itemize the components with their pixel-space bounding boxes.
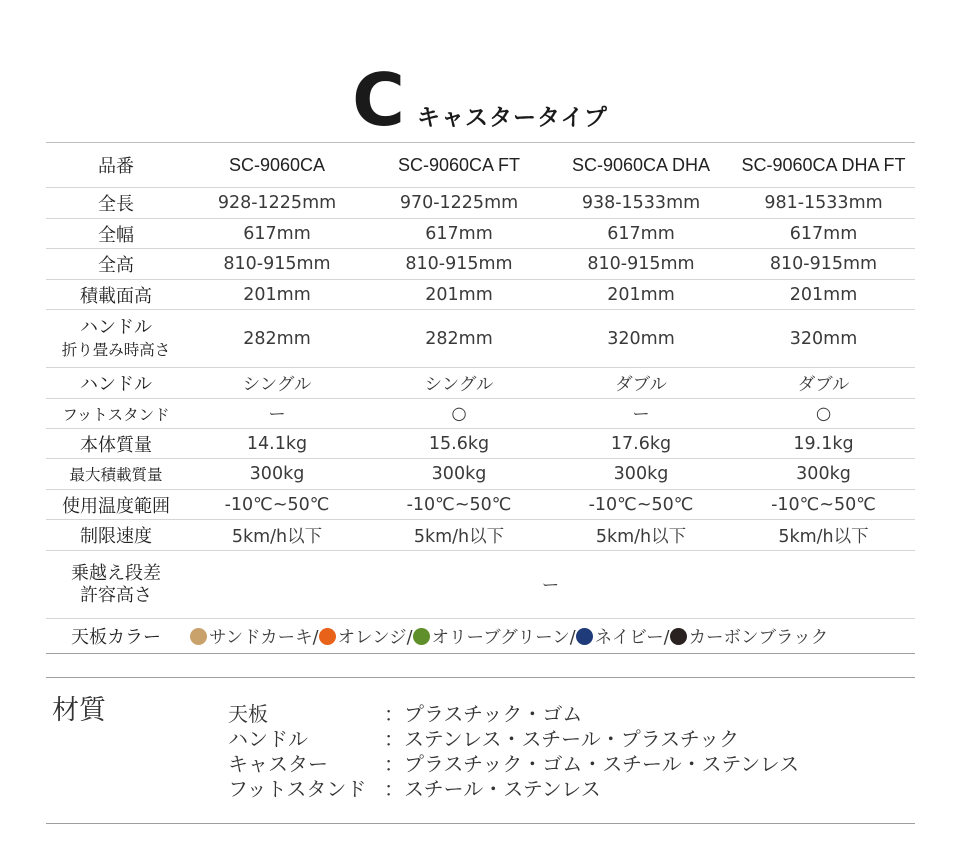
material-value: ：ステンレス・スチール・プラスチック [384, 727, 740, 751]
material-part: キャスター [228, 752, 328, 776]
material-item [228, 723, 799, 751]
spec-label: 全長 [46, 188, 186, 219]
model-code: SC-9060CA DHA [550, 143, 732, 188]
spec-row-max-load [46, 459, 915, 490]
spec-value: -10℃~50℃ [550, 490, 732, 520]
spec-label [46, 551, 186, 619]
spec-value: ダブル [732, 368, 915, 399]
spec-value: 320mm [550, 310, 732, 368]
model-code: SC-9060CA DHA FT [732, 143, 915, 188]
spec-value: 300kg [732, 459, 915, 490]
color-item [576, 628, 664, 648]
spec-value: -10℃~50℃ [732, 490, 915, 520]
color-name: カーボンブラック [688, 627, 829, 648]
spec-value: 617mm [368, 219, 550, 249]
spec-label: 天板カラー [46, 619, 186, 654]
spec-label: 全幅 [46, 219, 186, 249]
spec-row-step-climb [46, 551, 915, 619]
spec-row-handle [46, 368, 915, 399]
spec-label-main: 乗越え段差 [71, 562, 161, 584]
spec-value: 938-1533mm [550, 188, 732, 219]
spec-value: 810-915mm [550, 249, 732, 280]
color-name: サンドカーキ [209, 627, 313, 648]
spec-value: 617mm [550, 219, 732, 249]
material-value: ：スチール・ステンレス [384, 777, 601, 801]
color-item [319, 628, 407, 648]
spec-table [46, 142, 915, 654]
spec-value: 15.6kg [368, 429, 550, 459]
page-header [0, 58, 960, 142]
spec-value: ー [550, 399, 732, 429]
spec-value: 970-1225mm [368, 188, 550, 219]
spec-value: 300kg [368, 459, 550, 490]
spec-value: 810-915mm [186, 249, 368, 280]
type-letter: C [352, 58, 403, 142]
spec-value: 201mm [732, 280, 915, 310]
spec-value: 300kg [550, 459, 732, 490]
spec-row-speed-limit [46, 520, 915, 551]
model-code: SC-9060CA FT [368, 143, 550, 188]
spec-value: 617mm [732, 219, 915, 249]
type-name: キャスタータイプ [416, 105, 608, 131]
spec-value: シングル [368, 368, 550, 399]
spec-value: -10℃~50℃ [186, 490, 368, 520]
spec-value: 201mm [550, 280, 732, 310]
color-swatch [413, 628, 430, 645]
color-separator: / [663, 627, 670, 648]
model-header-row [46, 143, 915, 188]
spec-value: 282mm [368, 310, 550, 368]
spec-label: 使用温度範囲 [46, 490, 186, 520]
material-value: ：プラスチック・ゴム・スチール・ステンレス [384, 752, 800, 776]
spec-value: 14.1kg [186, 429, 368, 459]
spec-row-length [46, 188, 915, 219]
spec-value: -10℃~50℃ [368, 490, 550, 520]
material-part: 天板 [228, 702, 268, 726]
spec-value: 981-1533mm [732, 188, 915, 219]
spec-value: ○ [732, 399, 915, 429]
spec-label: フットスタンド [46, 399, 186, 429]
spec-value: 810-915mm [732, 249, 915, 280]
spec-value: ○ [368, 399, 550, 429]
spec-label: 積載面高 [46, 280, 186, 310]
color-name: オリーブグリーン [431, 627, 570, 648]
model-header-label: 品番 [46, 143, 186, 188]
spec-label: 制限速度 [46, 520, 186, 551]
spec-value: 810-915mm [368, 249, 550, 280]
spec-value: 5km/h以下 [732, 520, 915, 551]
spec-label: 本体質量 [46, 429, 186, 459]
spec-value: 17.6kg [550, 429, 732, 459]
color-separator: / [569, 627, 576, 648]
material-part: ハンドル [228, 727, 308, 751]
spec-label: 最大積載質量 [46, 459, 186, 490]
spec-value: ダブル [550, 368, 732, 399]
spec-row-width [46, 219, 915, 249]
spec-label-sub: 許容高さ [80, 584, 152, 606]
spec-row-weight [46, 429, 915, 459]
spec-row-colors [46, 619, 915, 654]
spec-row-foot-stand [46, 399, 915, 429]
spec-value: シングル [186, 368, 368, 399]
spec-value: 201mm [186, 280, 368, 310]
material-value: ：プラスチック・ゴム [384, 702, 583, 726]
spec-row-deck-height [46, 280, 915, 310]
spec-value: 320mm [732, 310, 915, 368]
spec-value: 300kg [186, 459, 368, 490]
spec-value: 201mm [368, 280, 550, 310]
color-separator: / [312, 627, 319, 648]
spec-value: 617mm [186, 219, 368, 249]
spec-row-height [46, 249, 915, 280]
color-name: オレンジ [337, 627, 407, 648]
spec-value: 928-1225mm [186, 188, 368, 219]
spec-value: ー [186, 551, 915, 619]
material-section [46, 677, 915, 824]
spec-row-temperature [46, 490, 915, 520]
spec-label [46, 310, 186, 368]
spec-value: 5km/h以下 [368, 520, 550, 551]
material-part: フットスタンド [228, 777, 367, 801]
material-item [228, 773, 799, 801]
spec-value: 5km/h以下 [550, 520, 732, 551]
color-name: ネイビー [594, 627, 664, 648]
spec-label: 全高 [46, 249, 186, 280]
material-item [228, 698, 799, 726]
spec-label: ハンドル [46, 368, 186, 399]
spec-value: 5km/h以下 [186, 520, 368, 551]
color-item [670, 628, 829, 648]
color-list [186, 619, 915, 654]
material-list [228, 698, 800, 801]
color-item [190, 628, 313, 648]
color-swatch [670, 628, 687, 645]
spec-row-folded-height [46, 310, 915, 368]
model-code: SC-9060CA [186, 143, 368, 188]
material-title: 材質 [52, 695, 106, 726]
color-item [413, 628, 570, 648]
color-separator: / [406, 627, 413, 648]
material-item [228, 748, 800, 776]
spec-label-sub: 折り畳み時高さ [61, 340, 171, 359]
color-swatch [319, 628, 336, 645]
color-swatch [576, 628, 593, 645]
spec-value: ー [186, 399, 368, 429]
spec-label-main: ハンドル [80, 316, 152, 338]
spec-value: 282mm [186, 310, 368, 368]
spec-value: 19.1kg [732, 429, 915, 459]
color-swatch [190, 628, 207, 645]
